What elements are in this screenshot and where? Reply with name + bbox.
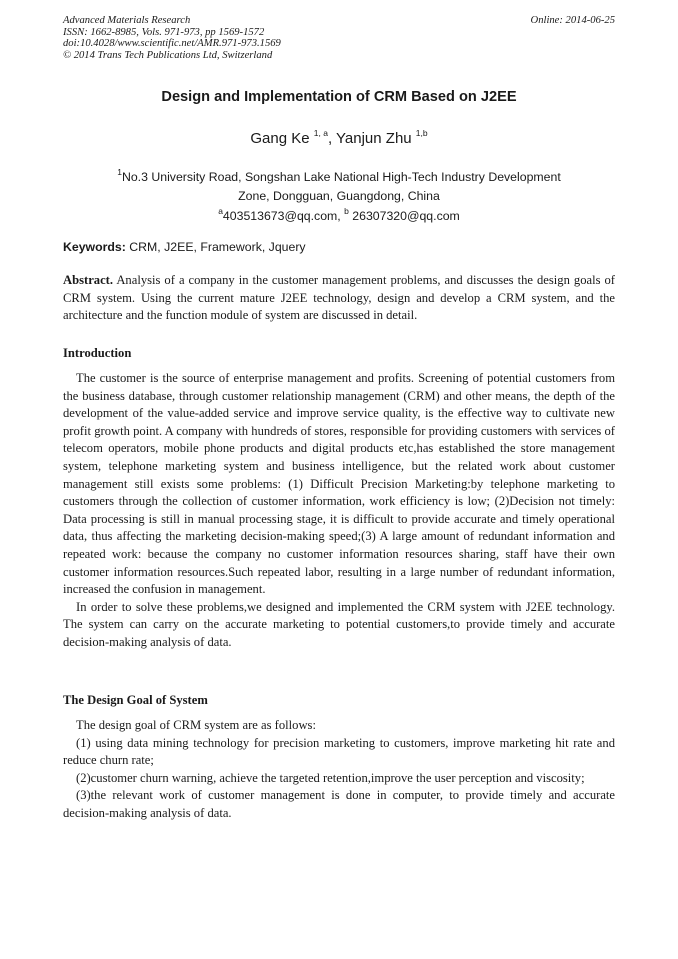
doi-line: doi:10.4028/www.scientific.net/AMR.971-973.1569: [63, 38, 281, 49]
author-list: [0, 129, 678, 147]
issn-line: ISSN: 1662-8985, Vols. 971-973, pp 1569-1572: [63, 26, 265, 38]
section-heading-design-goal: The Design Goal of System: [63, 693, 208, 707]
paragraph: (2)customer churn warning, achieve the targeted retention,improve the user perception and viscosity;: [76, 770, 585, 785]
author-affil-sup: 1,b: [415, 128, 428, 138]
keywords-label: Keywords:: [63, 240, 126, 254]
introduction-body: [63, 370, 615, 652]
author-separator: ,: [327, 130, 337, 147]
paragraph: (1) using data mining technology for precision marketing to customers, improve marketing hit rate and reduce churn rate;: [63, 735, 615, 768]
abstract: [63, 272, 615, 325]
keywords-text: CRM, J2EE, Framework, Jquery: [125, 240, 306, 254]
email-sup: b: [344, 206, 349, 216]
email-address: 26307320@qq.com: [348, 209, 460, 224]
author-name: Gang Ke: [250, 130, 310, 147]
author-emails: [0, 207, 678, 223]
paragraph: In order to solve these problems,we designed and implemented the CRM system with J2EE technology. The system can carry on the accurate marketing to potential customers,to provide timely and accurate decision-making analysis of data.: [63, 599, 615, 649]
author-name: Yanjun Zhu: [336, 130, 412, 147]
abstract-label: Abstract.: [63, 273, 114, 287]
email-address: 403513673@qq.com,: [222, 209, 345, 224]
paragraph: The customer is the source of enterprise management and profits. Screening of potential customers from the business database, through customer relationship management (CRM) and other means, the depth of the development of the value-added service and improve service quality, is the effective way to cultivate new profit growth point. A company with hundreds of stores, responsible for providing customers with services of telecom operators, mobile phone products and digital products etc,has established the store management system, telephone marketing system and business intelligence, but the related work about customer management still exists some problems: (1) Difficult Precision Marketing:by telephone marketing to customers through the collection of customer information, work efficiency is low; (2)Decision not timely: Data processing is still in manual processing stage, it is difficult to provide accurate and timely operational data, thus affecting the marketing decision-making speed;(3) A large amount of redundant information and repeated work: because the company no customer information resources sharing, staff have their own customer information resources.Such repeated labor, resulting in a large number of redundant information, increased the confusion in management.: [63, 371, 615, 597]
paragraph: The design goal of CRM system are as follows:: [76, 718, 316, 732]
keywords: [63, 240, 306, 254]
copyright-line: © 2014 Trans Tech Publications Ltd, Switzerland: [63, 49, 273, 61]
affil-sup: 1: [117, 167, 122, 177]
paper-title: Design and Implementation of CRM Based on J2EE: [161, 89, 517, 105]
affil-line: No.3 University Road, Songshan Lake National High-Tech Industry Development: [121, 170, 561, 185]
journal-header: [63, 15, 615, 61]
email-sup: a: [218, 206, 223, 216]
section-heading-introduction: Introduction: [63, 346, 132, 360]
affiliation: [80, 164, 598, 206]
paragraph: (3)the relevant work of customer management is done in computer, to provide timely and accurate decision-making analysis of data.: [63, 788, 615, 820]
online-date: Online: 2014-06-25: [530, 15, 615, 26]
journal-name: Advanced Materials Research: [63, 15, 191, 26]
author-affil-sup: 1, a: [313, 128, 328, 138]
abstract-text: Analysis of a company in the customer management problems, and discusses the design goals of CRM system. Using the current mature J2EE technology, design and develop a CRM system, and the architecture and the function module of system are discussed in detail.: [63, 273, 615, 323]
design-goal-body: [63, 717, 615, 823]
affil-line: Zone, Dongguan, Guangdong, China: [238, 189, 440, 204]
